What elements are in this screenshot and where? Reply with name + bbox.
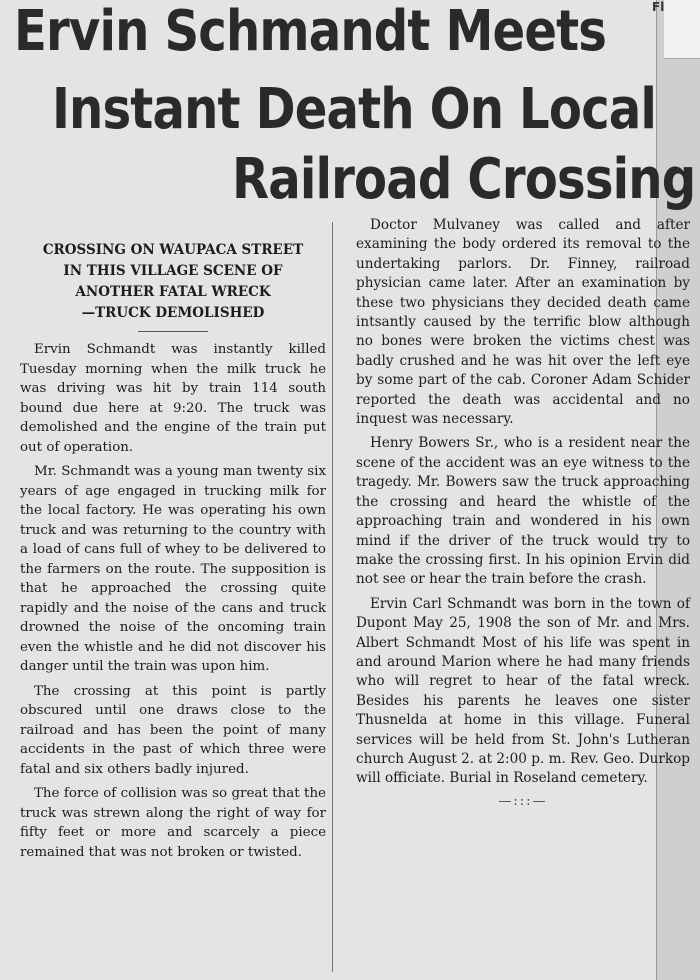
right-column bbox=[356, 216, 690, 809]
subhead-line: CROSSING ON WAUPACA STREET bbox=[42, 242, 304, 258]
column-divider bbox=[332, 222, 333, 972]
subhead-line: ANOTHER FATAL WRECK bbox=[75, 284, 271, 300]
article-paragraph: Henry Bowers Sr., who is a resident near the scene of the accident was an eye witness to the tragedy. Mr. Bowers saw the truck approaching the crossing and heard the whistle of the approaching train and wondered in his own mind if the driver of the truck would try to make the crossing first. In his opinion Ervin did not see or hear the train before the crash. bbox=[356, 435, 690, 588]
end-of-article-mark: —:::— bbox=[498, 793, 548, 809]
article-paragraph: The crossing at this point is partly obscured until one draws close to the railroad and has been the point of many accidents in the past of which three were fatal and six others badly injured. bbox=[20, 683, 326, 777]
article-paragraph: Ervin Carl Schmandt was born in the town of Dupont May 25, 1908 the son of Mr. and Mrs. Albert Schmandt Most of his life was spent in and around Marion where he had many friends who will regret to hear of the fatal wreck. Besides his parents he leaves one sister Thusnelda at home in this village. Funeral services will be held from St. John's Lutheran church August 2. at 2:00 p. m. Rev. Geo. Durkop will officiate. Burial in Roseland cemetery. bbox=[356, 595, 690, 787]
left-column bbox=[20, 240, 326, 867]
subhead-line: IN THIS VILLAGE SCENE OF bbox=[63, 263, 283, 279]
subhead-line: —TRUCK DEMOLISHED bbox=[81, 305, 265, 321]
adjacent-page-text: Fl bbox=[652, 0, 665, 14]
subhead-rule bbox=[138, 331, 208, 332]
headline-line-3: Railroad Crossing bbox=[232, 147, 696, 212]
article-paragraph: Mr. Schmandt was a young man twenty six years of age engaged in trucking milk for the local factory. He was operating his own truck and was returning to the country with a load of cans full of whey to be delivered to the farmers on the route. The supposition is that he approached the crossing quite rapidly and the noise of the cans and truck drowned the noise of the oncoming train even the whistle and he did not discover his danger until the train was upon him. bbox=[20, 464, 326, 674]
headline-line-1: Ervin Schmandt Meets bbox=[14, 0, 607, 64]
headline-line-2: Instant Death On Local bbox=[52, 77, 657, 142]
article-paragraph: Doctor Mulvaney was called and after examining the body ordered its removal to the undertaking parlors. Dr. Finney, railroad physician came later. After an examination by these two physicians they decided death came intsantly caused by the terrific blow although no bones were broken the victims chest was badly crushed and he was hit over the left eye by some part of the cab. Coroner Adam Schider reported the death was accidental and no inquest was necessary. bbox=[356, 217, 690, 428]
article-paragraph: Ervin Schmandt was instantly killed Tuesday morning when the milk truck he was driving was hit by train 114 south bound due here at 9:20. The truck was demolished and the engine of the train put out of operation. bbox=[20, 342, 326, 455]
article-paragraph: The force of collision was so great that the truck was strewn along the right of way for fifty feet or more and scarcely a piece remained that was not broken or twisted. bbox=[20, 786, 326, 860]
